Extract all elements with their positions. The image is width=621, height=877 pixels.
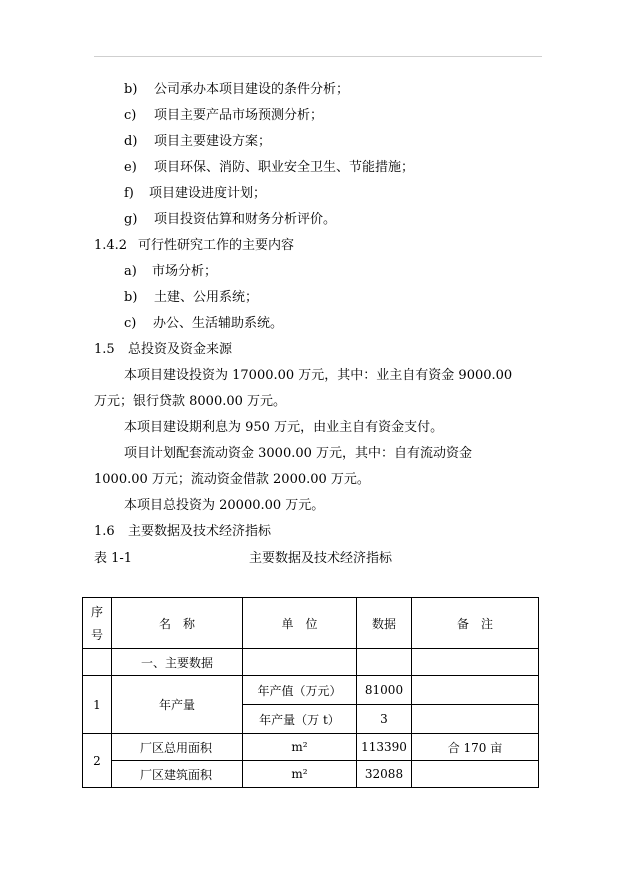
seq-cell: 2 [83, 734, 112, 788]
name-cell: 年产量 [112, 676, 243, 734]
paragraph-line: 万元；银行贷款 8000.00 万元。 [94, 394, 287, 409]
table-row [83, 676, 539, 705]
table-row [83, 761, 539, 788]
paragraph-line: 1000.00 万元；流动资金借款 2000.00 万元。 [94, 472, 370, 487]
header-rule [94, 56, 542, 57]
paragraph-line: 本项目建设投资为 17000.00 万元，其中：业主自有资金 9000.00 [124, 368, 513, 383]
table-caption-label: 表 1-1 [94, 551, 133, 566]
list-item: d) 项目主要建设方案； [124, 134, 272, 149]
header-seq: 序 号 [83, 598, 112, 649]
list-item: b) 公司承办本项目建设的条件分析； [124, 82, 350, 97]
table-header-row [83, 598, 539, 649]
list-item: g) 项目投资估算和财务分析评价。 [124, 212, 337, 227]
note-cell [412, 705, 539, 734]
section-heading-1-5: 1.5 总投资及资金来源 [94, 342, 233, 357]
header-name: 名 称 [112, 598, 243, 649]
unit-cell: m² [243, 734, 357, 761]
header-note: 备 注 [412, 598, 539, 649]
paragraph-line: 本项目总投资为 20000.00 万元。 [124, 498, 325, 513]
paragraph-line: 项目计划配套流动资金 3000.00 万元，其中：自有流动资金 [124, 446, 473, 461]
data-cell: 32088 [357, 761, 412, 788]
table-section-row [83, 649, 539, 676]
list-item: c) 项目主要产品市场预测分析； [124, 108, 324, 123]
unit-cell: m² [243, 761, 357, 788]
list-item: b) 土建、公用系统； [124, 290, 259, 305]
name-cell: 厂区总用面积 [112, 734, 243, 761]
table-caption-title: 主要数据及技术经济指标 [249, 551, 393, 566]
section-heading-1-6: 1.6 主要数据及技术经济指标 [94, 524, 272, 539]
unit-cell: 年产值（万元） [243, 676, 357, 705]
data-cell: 113390 [357, 734, 412, 761]
section-heading-1-4-2: 1.4.2 可行性研究工作的主要内容 [94, 238, 295, 253]
list-item: c) 办公、生活辅助系统。 [124, 316, 284, 331]
header-data: 数据 [357, 598, 412, 649]
seq-cell: 1 [83, 676, 112, 734]
name-cell: 厂区建筑面积 [112, 761, 243, 788]
note-cell [412, 761, 539, 788]
data-table [82, 597, 539, 788]
data-cell: 3 [357, 705, 412, 734]
header-unit: 单 位 [243, 598, 357, 649]
section-cell: 一、主要数据 [112, 649, 243, 676]
note-cell: 合 170 亩 [412, 734, 539, 761]
note-cell [412, 676, 539, 705]
unit-cell: 年产量（万 t） [243, 705, 357, 734]
list-item: e) 项目环保、消防、职业安全卫生、节能措施； [124, 160, 415, 175]
table-row [83, 734, 539, 761]
list-item: a) 市场分析； [124, 264, 218, 279]
paragraph-line: 本项目建设期利息为 950 万元，由业主自有资金支付。 [124, 420, 444, 435]
data-cell: 81000 [357, 676, 412, 705]
list-item: f) 项目建设进度计划； [124, 186, 267, 201]
